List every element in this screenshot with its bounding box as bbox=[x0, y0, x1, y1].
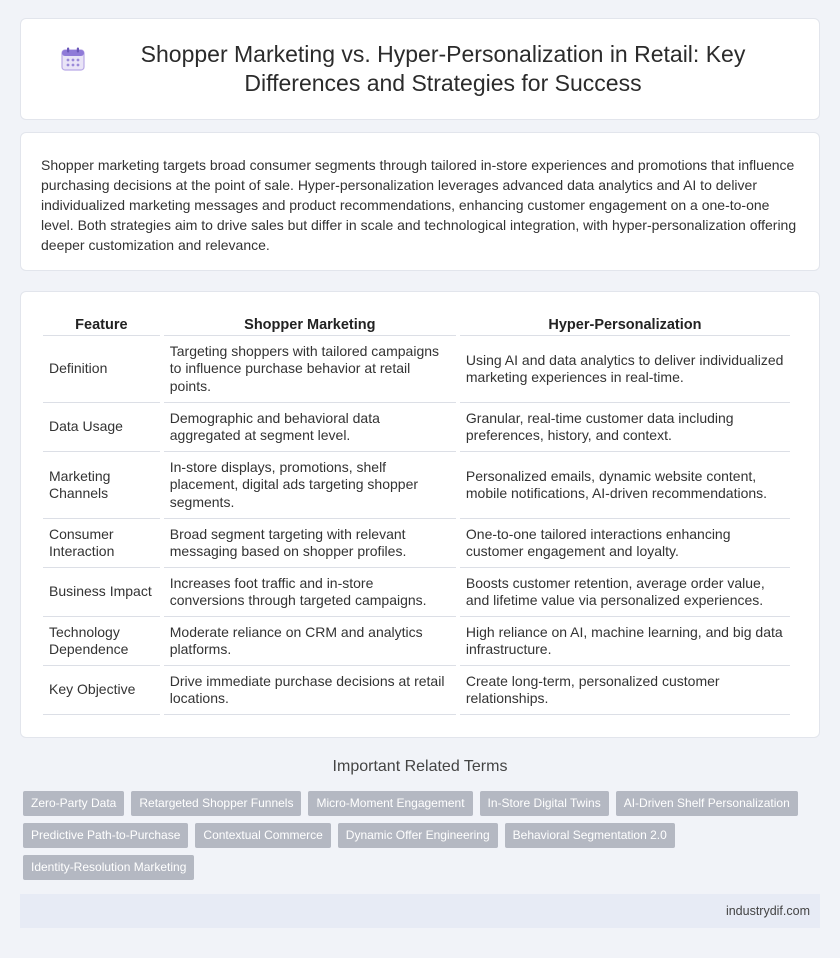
hyper-personalization-cell: Granular, real-time customer data including preferences, history, and context. bbox=[460, 403, 790, 452]
table-row bbox=[43, 452, 790, 519]
shopper-marketing-cell: In-store displays, promotions, shelf placement, digital ads targeting shopper segments. bbox=[164, 452, 456, 519]
feature-cell: Data Usage bbox=[43, 403, 160, 452]
hyper-personalization-cell: One-to-one tailored interactions enhancing customer engagement and loyalty. bbox=[460, 519, 790, 568]
footer bbox=[20, 894, 820, 928]
hyper-personalization-cell: Boosts customer retention, average order value, and lifetime value via personalized experiences. bbox=[460, 568, 790, 617]
related-term-tag[interactable]: Behavioral Segmentation 2.0 bbox=[505, 823, 675, 848]
feature-cell: Marketing Channels bbox=[43, 452, 160, 519]
table-row bbox=[43, 617, 790, 666]
table-row bbox=[43, 519, 790, 568]
related-term-tag[interactable]: Dynamic Offer Engineering bbox=[338, 823, 498, 848]
shopper-marketing-cell: Moderate reliance on CRM and analytics platforms. bbox=[164, 617, 456, 666]
feature-cell: Definition bbox=[43, 336, 160, 403]
hyper-personalization-cell: Using AI and data analytics to deliver individualized marketing experiences in real-time. bbox=[460, 336, 790, 403]
feature-cell: Key Objective bbox=[43, 666, 160, 715]
header-shopper-marketing: Shopper Marketing bbox=[164, 314, 456, 336]
related-term-tag[interactable]: Contextual Commerce bbox=[195, 823, 330, 848]
page-title: Shopper Marketing vs. Hyper-Personalization in Retail: Key Differences and Strategies for Success bbox=[140, 41, 746, 96]
related-term-tag[interactable]: Identity-Resolution Marketing bbox=[23, 855, 194, 880]
related-terms-title: Important Related Terms bbox=[332, 758, 508, 775]
related-term-tag[interactable]: Predictive Path-to-Purchase bbox=[23, 823, 188, 848]
intro-paragraph: Shopper marketing targets broad consumer segments through tailored in-store experiences and promotions that influence purchasing decisions at the point of sale. Hyper-personalization leverages advanced data analytics and AI to deliver individualized marketing messages and product recommendations, enhancing customer engagement on a one-to-one level. Both strategies aim to drive sales but differ in scale and technological integration, with hyper-personalization offering deeper customization and relevance. bbox=[41, 157, 797, 253]
hyper-personalization-cell: Create long-term, personalized customer relationships. bbox=[460, 666, 790, 715]
related-term-tag[interactable]: Micro-Moment Engagement bbox=[308, 791, 472, 816]
related-term-tag[interactable]: Retargeted Shopper Funnels bbox=[131, 791, 301, 816]
hyper-personalization-cell: High reliance on AI, machine learning, and big data infrastructure. bbox=[460, 617, 790, 666]
comparison-card bbox=[20, 291, 820, 738]
feature-cell: Consumer Interaction bbox=[43, 519, 160, 568]
feature-cell: Technology Dependence bbox=[43, 617, 160, 666]
shopper-marketing-cell: Drive immediate purchase decisions at retail locations. bbox=[164, 666, 456, 715]
shopper-marketing-cell: Demographic and behavioral data aggregated at segment level. bbox=[164, 403, 456, 452]
table-row bbox=[43, 666, 790, 715]
feature-cell: Business Impact bbox=[43, 568, 160, 617]
header-hyper-personalization: Hyper-Personalization bbox=[460, 314, 790, 336]
footer-site-link[interactable]: industrydif.com bbox=[725, 904, 810, 918]
table-row bbox=[43, 568, 790, 617]
related-terms-tags bbox=[23, 791, 813, 887]
comparison-table bbox=[39, 314, 794, 715]
hyper-personalization-cell: Personalized emails, dynamic website content, mobile notifications, AI-driven recommendations. bbox=[460, 452, 790, 519]
shopper-marketing-cell: Increases foot traffic and in-store conversions through targeted campaigns. bbox=[164, 568, 456, 617]
header-card bbox=[20, 18, 820, 120]
table-row bbox=[43, 403, 790, 452]
shopper-marketing-cell: Broad segment targeting with relevant messaging based on shopper profiles. bbox=[164, 519, 456, 568]
related-term-tag[interactable]: In-Store Digital Twins bbox=[480, 791, 609, 816]
intro-card bbox=[20, 132, 820, 271]
related-term-tag[interactable]: AI-Driven Shelf Personalization bbox=[616, 791, 798, 816]
table-header-row bbox=[43, 314, 790, 336]
calendar-icon bbox=[60, 46, 86, 72]
shopper-marketing-cell: Targeting shoppers with tailored campaigns to influence purchase behavior at retail points. bbox=[164, 336, 456, 403]
header-feature: Feature bbox=[43, 314, 160, 336]
related-term-tag[interactable]: Zero-Party Data bbox=[23, 791, 124, 816]
table-row bbox=[43, 336, 790, 403]
